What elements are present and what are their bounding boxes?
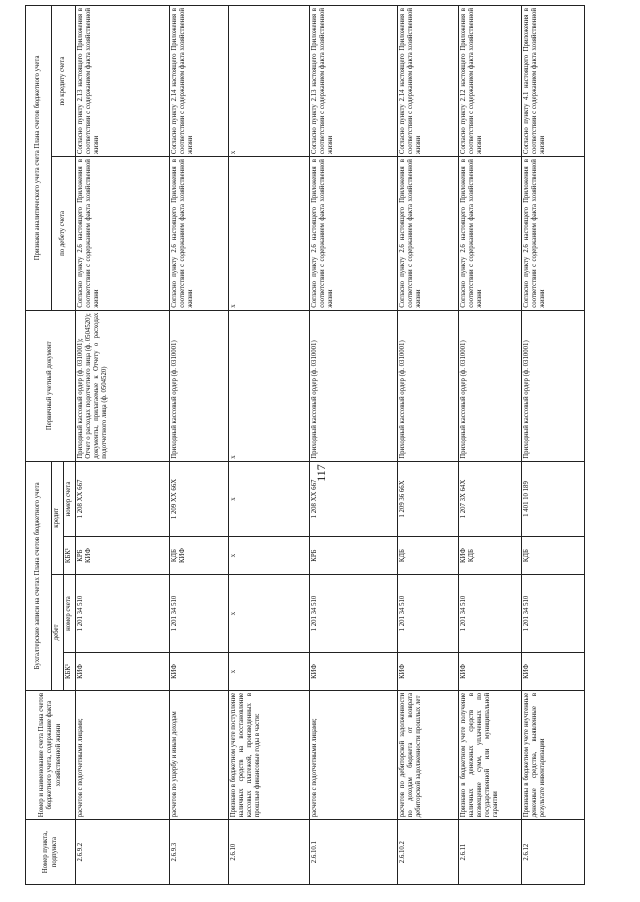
primary-document: Приходный кассовый ордер (ф. 0310001) [521, 310, 584, 461]
row-number: 2.6.10 [228, 820, 309, 885]
credit-account: 1 207 3X 64X [458, 461, 521, 536]
header-debit-kbk: КБК¹ [64, 653, 76, 691]
row-description: расчетов по ущербу и иным доходам [169, 690, 228, 819]
debit-kbk: КИФ [310, 653, 398, 691]
header-debit: дебет [52, 574, 64, 690]
debit-account: 1 201 34 510 [397, 574, 458, 652]
analytics-debit: Согласно пункту 2.6 настоящего Приложения в соответствии с содержанием факта хозяйственной жизни [169, 157, 228, 311]
table-row [521, 6, 584, 885]
row-number: 2.6.9.3 [169, 820, 228, 885]
analytics-credit: Согласно пункту 2.14 настоящего Приложения в соответствии с содержанием факта хозяйственной жизни [397, 6, 458, 157]
analytics-credit: Согласно пункту 2.12 настоящего Приложения в соответствии с содержанием факта хозяйственной жизни [458, 6, 521, 157]
header-entries: Бухгалтерские записи на счетах Плана счетов бюджетного учета [26, 461, 52, 690]
primary-document: Приходный кассовый ордер (ф. 0310001) [458, 310, 521, 461]
header-item-number: Номер пункта, подпункта [26, 820, 76, 885]
debit-account: 1 201 34 510 [310, 574, 398, 652]
row-number: 2.6.9.2 [76, 820, 170, 885]
analytics-debit: Согласно пункту 2.6 настоящего Приложения в соответствии с содержанием факта хозяйственной жизни [521, 157, 584, 311]
debit-kbk: КИФ [397, 653, 458, 691]
row-description: расчетов с подотчетными лицами; [310, 690, 398, 819]
credit-kbk: КРБ [310, 537, 398, 575]
debit-kbk: КИФ [169, 653, 228, 691]
analytics-debit: Согласно пункту 2.6 настоящего Приложения в соответствии с содержанием факта хозяйственной жизни [397, 157, 458, 311]
debit-kbk: КИФ [521, 653, 584, 691]
debit-account: 1 201 34 510 [521, 574, 584, 652]
page-number: 117 [314, 464, 328, 482]
header-credit-account: номер счета [64, 461, 76, 536]
analytics-credit: Согласно пункту 4.1 настоящего Приложения в соответствии с содержанием факта хозяйственной жизни [521, 6, 584, 157]
analytics-credit: x [228, 6, 309, 157]
row-number: 2.6.10.1 [310, 820, 398, 885]
analytics-credit: Согласно пункту 2.14 настоящего Приложения в соответствии с содержанием факта хозяйственной жизни [169, 6, 228, 157]
credit-kbk: КДБ [397, 537, 458, 575]
debit-account: 1 201 34 510 [76, 574, 170, 652]
credit-account: x [228, 461, 309, 536]
rotated-table-container [25, 5, 585, 885]
header-credit: кредит [52, 461, 64, 574]
credit-account: 1 209 XX 66X [169, 461, 228, 536]
row-description: Признано в бюджетном учете получение наличных денежных средств в возмещение сумм, уплаченных по государственной или муниципальной гарантии [458, 690, 521, 819]
row-description: Признаны в бюджетном учете неучтенные денежные средства, выявленные в результате инвентаризации [521, 690, 584, 819]
header-credit-kbk: КБК¹ [64, 537, 76, 575]
analytics-debit: x [228, 157, 309, 311]
header-analytics: Признаки аналитического учета счета Плана счетов бюджетного учета [26, 6, 52, 311]
row-number: 2.6.10.2 [397, 820, 458, 885]
debit-account: 1 201 34 510 [169, 574, 228, 652]
primary-document: x [228, 310, 309, 461]
debit-account: x [228, 574, 309, 652]
analytics-debit: Согласно пункту 2.6 настоящего Приложения в соответствии с содержанием факта хозяйственной жизни [76, 157, 170, 311]
row-description: расчетов с подотчетными лицами; [76, 690, 170, 819]
header-by-debit: по дебету счета [52, 157, 76, 311]
table-row [458, 6, 521, 885]
analytics-debit: Согласно пункту 2.6 настоящего Приложения в соответствии с содержанием факта хозяйственной жизни [458, 157, 521, 311]
header-account-name: Номер и наименование счета Плана счетов бюджетного учета, содержание факта хозяйственной жизни [26, 690, 76, 819]
header-primary-doc: Первичный учетный документ [26, 310, 76, 461]
credit-account: 1 401 10 189 [521, 461, 584, 536]
credit-account: 1 208 XX 667 [76, 461, 170, 536]
row-description: Признано в бюджетном учете поступление наличных средств на восстановление кассовых платежей, произведенных в прошлые финансовые годы в части: [228, 690, 309, 819]
credit-kbk: КДБ КИФ [169, 537, 228, 575]
debit-kbk: КИФ [458, 653, 521, 691]
primary-document: Приходный кассовый ордер (ф. 0310001) [310, 310, 398, 461]
credit-kbk: КРБ КИФ [76, 537, 170, 575]
analytics-credit: Согласно пункту 2.13 настоящего Приложения в соответствии с содержанием факта хозяйственной жизни [76, 6, 170, 157]
table-row [310, 6, 398, 885]
debit-kbk: КИФ [76, 653, 170, 691]
credit-account: 1 209 36 66X [397, 461, 458, 536]
analytics-credit: Согласно пункту 2.13 настоящего Приложения в соответствии с содержанием факта хозяйственной жизни [310, 6, 398, 157]
analytics-debit: Согласно пункту 2.6 настоящего Приложения в соответствии с содержанием факта хозяйственной жизни [310, 157, 398, 311]
credit-account: 1 208 XX 667 [310, 461, 398, 536]
row-description: расчетов по дебиторской задолженности по доходам бюджета от возврата дебиторской задолженности прошлых лет [397, 690, 458, 819]
row-number: 2.6.11 [458, 820, 521, 885]
header-by-credit: по кредиту счета [52, 6, 76, 157]
credit-kbk: x [228, 537, 309, 575]
table-row [397, 6, 458, 885]
row-number: 2.6.12 [521, 820, 584, 885]
table-row [228, 6, 309, 885]
primary-document: Приходный кассовый ордер (ф. 0310001); Отчет о расходах подотчетного лица (ф. 0504520); документы, прилагаемые к Отчету о расходах подотчетного лица (ф. 0504520) [76, 310, 170, 461]
credit-kbk: КИФ КДБ [458, 537, 521, 575]
table-body [76, 6, 585, 885]
table-row [76, 6, 170, 885]
primary-document: Приходный кассовый ордер (ф. 0310001) [397, 310, 458, 461]
header-debit-account: номер счета [64, 574, 76, 652]
primary-document: Приходный кассовый ордер (ф. 0310001) [169, 310, 228, 461]
debit-kbk: x [228, 653, 309, 691]
debit-account: 1 201 34 510 [458, 574, 521, 652]
accounting-entries-table [25, 5, 585, 885]
credit-kbk: КДБ [521, 537, 584, 575]
table-row [169, 6, 228, 885]
